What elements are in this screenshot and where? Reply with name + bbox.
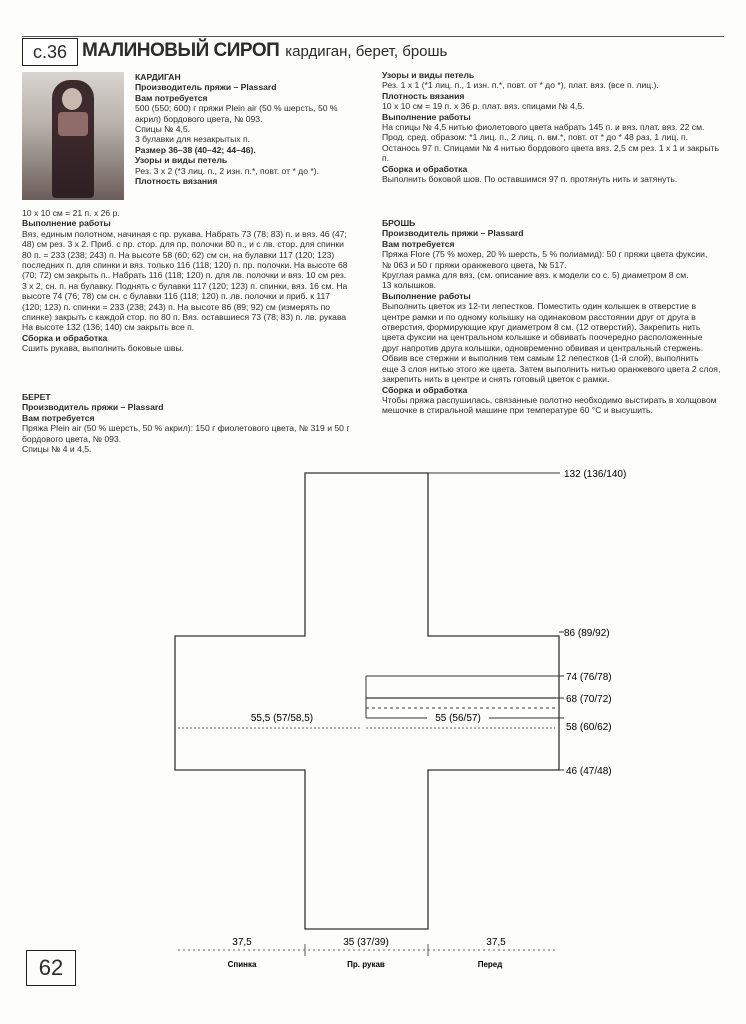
cardigan-line: 500 (550; 600) г пряжи Plein air (50 % шерсть, 50 % [135,103,338,114]
brooch-line: еще 3 слоя нитью этого же цвета. Затем выполнить нитью оранжевого цвета 2 слоя, [382,363,721,374]
title-main: МАЛИНОВЫЙ СИРОП [82,40,280,61]
brooch-line: закрепить нить в центре и снять готовый цветок с рамки. [382,374,610,385]
right-line: Рез. 1 х 1 (*1 лиц. п., 1 изн. п.*, повт. от * до *), плат. вяз. (все п. лиц.). [382,80,659,91]
brooch-line: центре рамки и по одному колышку на одинаковом расстоянии друг от друга в [382,311,696,322]
bottom-dim-label: 37,5 [232,937,252,948]
brooch-line: Пряжа Flore (75 % мохер, 20 % шерсть, 5 % полиамид): 50 г пряжи цвета фуксии, [382,249,708,260]
right-line: 10 х 10 см = 19 п. х 36 р. плат. вяз. спицами № 4,5. [382,101,585,112]
cardigan-line: Рез. 3 х 2 (*3 лиц. п., 2 изн. п.*, повт. от * до *). [135,165,319,176]
cardigan-line: Плотность вязания [135,176,218,187]
body-line: Сшить рукава, выполнить боковые швы. [22,343,185,354]
brooch-line: Чтобы пряжа распушилась, связанные полотно необходимо выстирать в холщовом [382,394,717,405]
schematic-outline [175,473,559,929]
beret-line: Пряжа Plein air (50 % шерсть, 50 % акрил): 150 г фиолетового цвета, № 319 и 50 г [22,423,350,434]
page-number: 62 [26,950,76,986]
beret-line: БЕРЕТ [22,392,51,402]
cardigan-line: акрил) бордового цвета, № 093. [135,113,263,124]
width-right-label: 55 (56/57) [435,713,481,724]
cardigan-line: 3 булавки для незакрытых п. [135,134,250,145]
brooch-line: Производитель пряжи – Plassard [382,228,524,239]
brooch-line: Сборка и обработка [382,384,468,395]
brooch-line: № 063 и 50 г пряжи оранжевого цвета, № 517. [382,259,567,270]
cardigan-line: Узоры и виды петель [135,155,228,166]
bottom-dim-label: 35 (37/39) [343,937,389,948]
brooch-line: 13 колышков. [382,280,437,291]
right-line: Прод. сред. образом: *1 лиц. п., 2 лиц. п. вм.*, повт. от * до * 48 раз, 1 лиц. п. [382,132,689,143]
body-line: спинке) закрыть с каждой стор. по 80 п. Вяз. оставшиеся 73 (78; 83) п. лв. рукава [22,312,347,323]
brooch-line: Выполнить цветок из 12-ти лепестков. Поместить один колышек в отверстие в [382,301,697,312]
title-subtitle: кардиган, берет, брошь [285,43,448,60]
brooch-line: Вам потребуется [382,238,455,249]
cardigan-line: Производитель пряжи – Plassard [135,82,277,93]
body-line: последних п. для спинки и вяз. только 116 (118; 120) п. пр. полочки. На высоте 68 [22,260,348,271]
body-line: Вяз. единым полотном, начиная с пр. рукава. Набрать 73 (78; 83) п. и вяз. 46 (47; [22,228,347,239]
beret-line: бордового цвета, № 093. [22,433,122,444]
right-line: Выполнение работы [382,111,471,122]
width-left-label: 55,5 (57/58,5) [250,713,314,724]
brooch-line: мешочке в стиральной машине при температуре 60 °C и высушить. [382,405,653,416]
height-label: 58 (60/62) [566,722,612,733]
right-line: п. [382,153,390,164]
body-line: 3 х 2, сн. п. на булавку. Поднять с булавки 117 (120; 123) п. спинки, вяз. 16 см. На [22,280,348,291]
brooch-line: отверстия, формирующие круг диаметром 8 см. (12 отверстий). Закрепить нить [382,322,701,333]
height-label: 86 (89/92) [564,628,610,639]
brooch-line: Выполнение работы [382,290,471,301]
brooch-line: БРОШЬ [382,218,416,228]
height-label: 74 (76/78) [566,672,612,683]
body-line: 10 х 10 см = 21 п. х 26 р. [22,208,120,218]
cardigan-line: Спицы № 4,5. [135,124,191,135]
body-line: Выполнение работы [22,218,111,229]
bottom-dim-label: 37,5 [486,937,506,948]
body-line: (120; 123) п. спинки = 233 (238; 243) п. На высоте 86 (89; 92) см (измерять по [22,301,331,312]
brooch-line: Обвив все стержни и выполнив тем самым 12 лепестков (1-й слой), выполнить [382,353,699,364]
cardigan-line: Вам потребуется [135,92,208,103]
body-line: Сборка и обработка [22,332,108,343]
right-line: На спицы № 4,5 нитью фиолетового цвета набрать 145 п. и вяз. плат. вяз. 22 см. [382,122,705,133]
right-line: Сборка и обработка [382,163,468,174]
bottom-part-label: Перед [477,960,503,969]
bottom-part-label: Спинка [227,960,257,969]
beret-line: Вам потребуется [22,412,95,423]
body-line: 80 п. = 233 (238; 243) п. На высоте 58 (60; 62) см сн. на булавки 117 (120; 123) [22,249,335,260]
height-label: 68 (70/72) [566,694,612,705]
height-label: 132 (136/140) [564,469,627,480]
height-label: 46 (47/48) [566,766,612,777]
body-line: высоте 74 (76; 78) см сн. с булавки 116 (118; 120) п. лв. полочки и приб. к 117 [22,291,331,302]
bottom-part-label: Пр. рукав [347,960,385,969]
right-line: Узоры и виды петель [382,70,475,80]
brooch-line: Круглая рамка для вяз. (см. описание вяз. к модели со с. 5) диаметром 8 см. [382,270,689,281]
cardigan-title: КАРДИГАН [135,72,181,82]
right-line: Останось 97 п. Спицами № 4 нитью бордового цвета вяз. 2,5 см рез. 1 х 1 и закрыть [382,142,719,153]
cardigan-line: Размер 36–38 (40–42; 44–46). [135,144,256,155]
beret-line: Производитель пряжи – Plassard [22,402,164,413]
right-line: Выполнить боковой шов. По оставшимся 97 п. протянуть нить и затянуть. [382,174,678,185]
body-line: На высоте 132 (136; 140) см закрыть все п. [22,322,195,333]
right-line: Плотность вязания [382,90,465,101]
brooch-line: друг напротив друга колышки, одновременно обвивая и центральный стержень. [382,342,704,353]
brooch-line: цвета фуксии на центральном колышке и обвивать поочередно расположенные [382,332,703,343]
body-line: 48) см рез. 3 х 2. Приб. с пр. стор. для пр. полочки 80 п., и с лв. стор. для спинки [22,239,344,250]
page-reference: с.36 [22,38,78,66]
body-line: (70; 72) см закрыть п.. Набрать 116 (118; 120) п. для лв. полочки и вяз. 10 см рез. [22,270,347,281]
beret-line: Спицы № 4 и 4,5. [22,444,92,455]
